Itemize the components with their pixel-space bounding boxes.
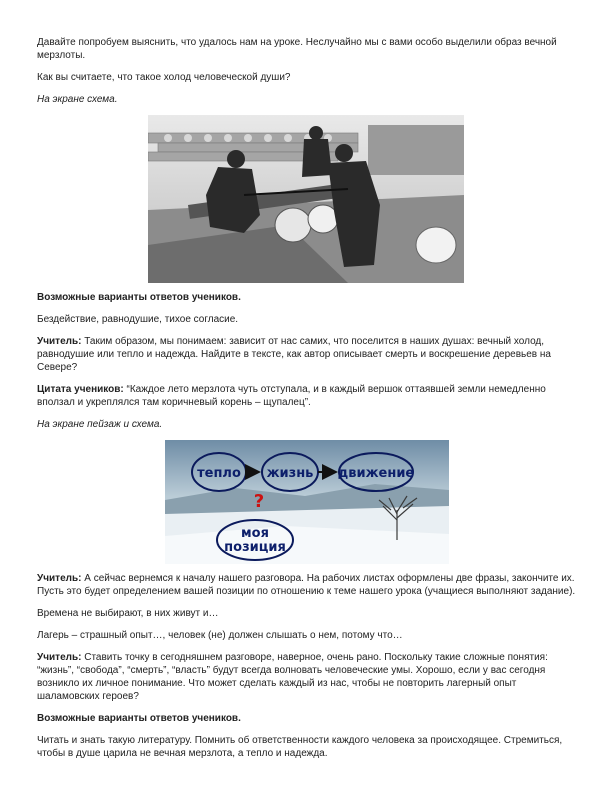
paragraph-possible-answers-2: Возможные варианты ответов учеников. bbox=[37, 713, 241, 724]
teacher-text-3: Ставить точку в сегодняшнем разговоре, наверное, очень рано. Поскольку такие сложные понятия: “жизнь”, “свобода”, “смерть”, “власть” будут всегда волновать человеческие умы. Хорошо, если у вас сегодня возникло их личное понимание. Что может сделать каждый из нас, чтобы не повторить лагерный опыт шаламовских героев? bbox=[37, 652, 548, 702]
paragraph-teacher-3 bbox=[37, 651, 577, 703]
label-my-position-1: моя bbox=[241, 526, 269, 541]
label-movement: движение bbox=[337, 466, 415, 481]
paragraph-student-quote bbox=[37, 383, 577, 409]
document-page bbox=[37, 36, 577, 769]
label-my-position-2: позиция bbox=[224, 540, 286, 555]
label-life: жизнь bbox=[266, 466, 314, 481]
teacher-label-1: Учитель: bbox=[37, 336, 82, 347]
student-quote-text: “Каждое лето мерзлота чуть отступала, и в каждый вершок оттаявшей земли немедленно вползал и укреплялся там коричневый корень – щупалец”. bbox=[37, 384, 546, 408]
paragraph-answers-1: Бездействие, равнодушие, тихое согласие. bbox=[37, 314, 239, 325]
teacher-label-2: Учитель: bbox=[37, 573, 82, 584]
question-mark: ? bbox=[253, 491, 265, 512]
teacher-text-2: А сейчас вернемся к началу нашего разговора. На рабочих листах оформлены две фразы, закончите их. Пусть это будет определением вашей позиции по отношению к теме нашего урока (учащиеся выполняют задание). bbox=[37, 573, 576, 597]
teacher-text-1: Таким образом, мы понимаем: зависит от нас самих, что поселится в наших душах: вечный холод, равнодушие или тепло и надежда. Найдите в тексте, как автор описывает смерть и воскрешение деревьев на Севере? bbox=[37, 336, 551, 373]
paragraph-question: Как вы считаете, что такое холод человеческой души? bbox=[37, 72, 291, 83]
landscape-scheme-image bbox=[165, 440, 449, 564]
label-warmth: тепло bbox=[197, 466, 241, 481]
teacher-label-3: Учитель: bbox=[37, 652, 82, 663]
paragraph-teacher-1 bbox=[37, 335, 577, 374]
paragraph-screen-landscape: На экране пейзаж и схема. bbox=[37, 419, 163, 430]
paragraph-phrase-1: Времена не выбирают, в них живут и… bbox=[37, 608, 219, 619]
paragraph-possible-answers-1: Возможные варианты ответов учеников. bbox=[37, 292, 241, 303]
paragraph-intro: Давайте попробуем выяснить, что удалось нам на уроке. Неслучайно мы с вами особо выделили образ вечной мерзлоты. bbox=[37, 37, 557, 61]
labor-camp-photo bbox=[148, 115, 464, 283]
paragraph-answers-2: Читать и знать такую литературу. Помнить об ответственности каждого человека за происходящее. Стремиться, чтобы в душе царила не вечная мерзлота, а тепло и надежда. bbox=[37, 735, 563, 759]
student-quote-label: Цитата учеников: bbox=[37, 384, 124, 395]
paragraph-teacher-2 bbox=[37, 572, 577, 598]
paragraph-phrase-2: Лагерь – страшный опыт…, человек (не) должен слышать о нем, потому что… bbox=[37, 630, 403, 641]
paragraph-screen-scheme: На экране схема. bbox=[37, 94, 118, 105]
